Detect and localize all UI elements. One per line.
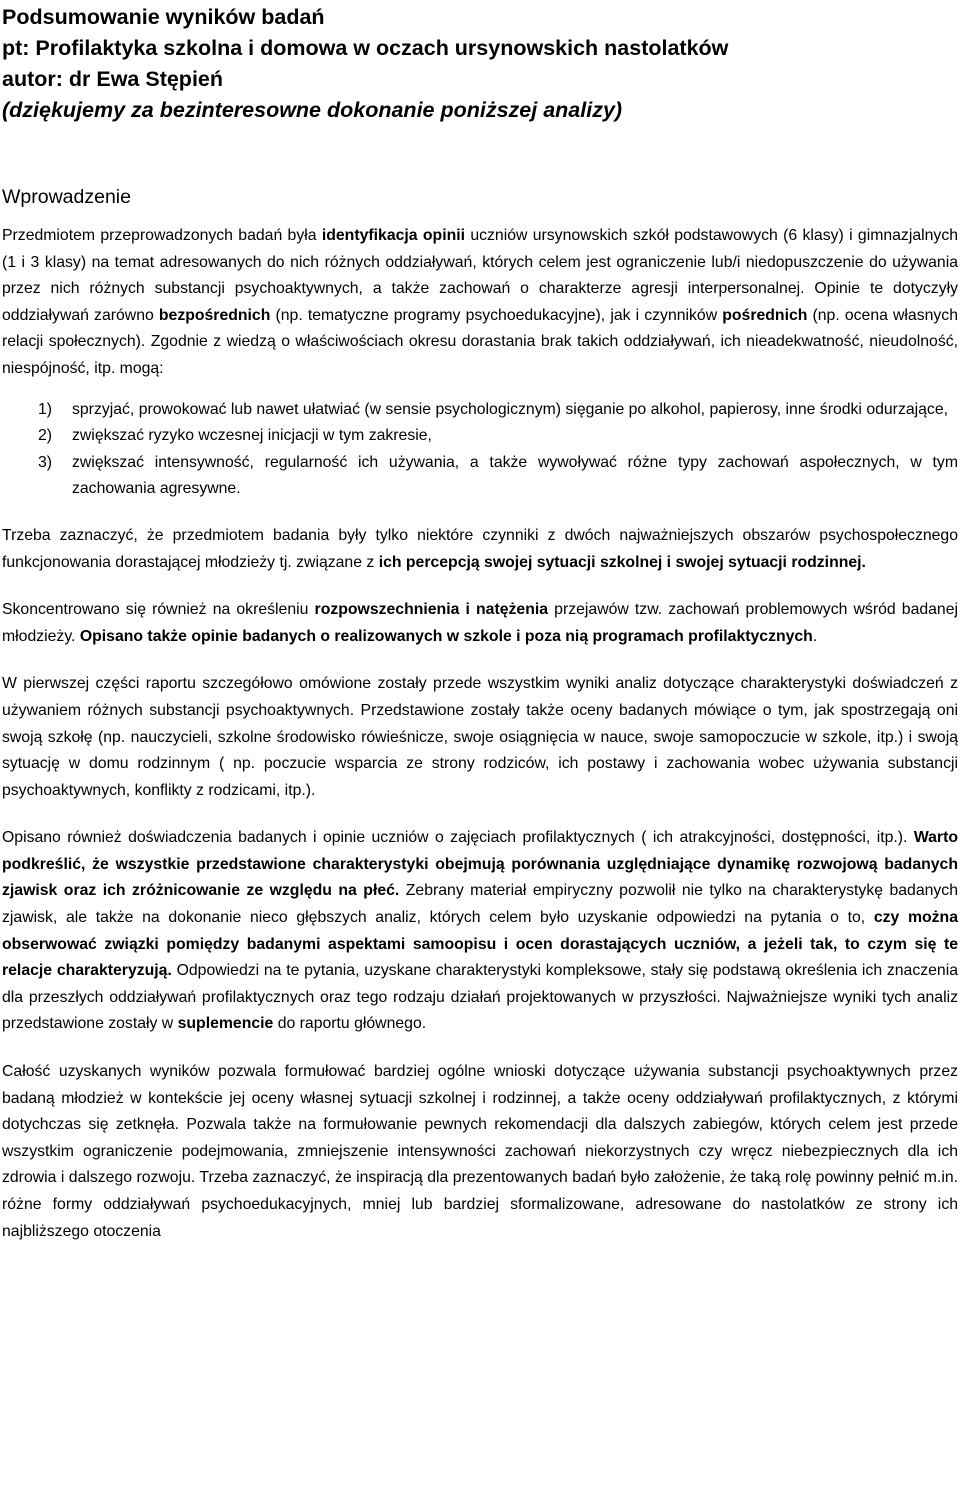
- paragraph-1: Przedmiotem przeprowadzonych badań była identyfikacja opinii uczniów ursynowskich szkół podstawowych (6 klasy) i gimnazjalnych (1 i 3 klasy) na temat adresowanych do nich różnych oddziaływań, których celem jest ograniczenie lub/i niedopuszczenie do używania przez nich różnych substancji psychoaktywnych, a także zachowań o charakterze agresji interpersonalnej. Opinie te dotyczyły oddziaływań zarówno bezpośrednich (np. tematyczne programy psychoedukacyjne), jak i czynników pośrednich (np. ocena własnych relacji społecznych). Zgodnie z wiedzą o właściwościach okresu dorastania brak takich oddziaływań, ich nieadekwatność, nieudolność, niespójność, itp. mogą:: [2, 227, 959, 377]
- list-item-text: zwiększać intensywność, regularność ich używania, a także wywoływać różne typy zachowań aspołecznych, w tym zachowania agresywne.: [72, 453, 958, 498]
- bold-phrase: czy można obserwować związki pomiędzy badanymi aspektami samoopisu i ocen dorastających uczniów, a jeżeli tak, to czym się te relacje charakteryzują.: [2, 909, 958, 980]
- paragraph-3: Skoncentrowano się również na określeniu rozpowszechnienia i natężenia przejawów tzw. zachowań problemowych wśród badanej młodzieży. Opisano także opinie badanych o realizowanych w szkole i poza nią programach profilaktycznych.: [2, 601, 958, 645]
- document-title: Podsumowanie wyników badań: [2, 5, 325, 29]
- list-item-text: zwiększać ryzyko wczesnej inicjacji w tym zakresie,: [72, 427, 432, 445]
- bold-phrase: bezpośrednich: [158, 306, 271, 324]
- list-item: [2, 450, 958, 503]
- paragraph-6: Całość uzyskanych wyników pozwala formułować bardziej ogólne wnioski dotyczące używania substancji psychoaktywnych przez badaną młodzież w kontekście jej oceny własnej sytuacji szkolnej i rodzinnej, a także oceny oddziaływań profilaktycznych, z którymi dotychczas się zetknęła. Pozwala także na formułowanie pewnych rekomendacji dla dalszych zabiegów, których celem jest przede wszystkim ograniczenie podejmowania, zmniejszenie intensywności zachowań niekorzystnych czy wręcz niebezpiecznych dla ich zdrowia i dalszego rozwoju. Trzeba zaznaczyć, że inspiracją dla prezentowanych badań było założenie, że taką rolę powinny pełnić m.in. różne formy oddziaływań psychoedukacyjnych, mniej lub bardziej sformalizowane, adresowane do nastolatków ze strony ich najbliższego otoczenia: [2, 1063, 958, 1240]
- list-item-number: 2): [38, 427, 53, 445]
- list-item-text: sprzyjać, prowokować lub nawet ułatwiać (w sensie psychologicznym) sięganie po alkohol, papierosy, inne środki odurzające,: [72, 400, 948, 418]
- section-heading-introduction: Wprowadzenie: [2, 186, 131, 208]
- bold-phrase: suplemencie: [177, 1015, 274, 1033]
- document-body: [0, 223, 960, 1245]
- paragraph-2: Trzeba zaznaczyć, że przedmiotem badania były tylko niektóre czynniki z dwóch najważniejszych obszarów psychospołecznego funkcjonowania dorastającej młodzieży tj. związane z ich percepcją swojej sytuacji szkolnej i swojej sytuacji rodzinnej.: [2, 526, 958, 571]
- document-author: autor: dr Ewa Stępień: [2, 67, 224, 91]
- list-item: [2, 397, 958, 424]
- list-item-number: 3): [38, 453, 53, 471]
- document-header: [0, 0, 960, 126]
- document-thanks: (dziękujemy za bezinteresowne dokonanie poniższej analizy): [2, 98, 623, 122]
- bold-phrase: rozpowszechnienia i natężenia: [314, 601, 549, 619]
- bold-phrase: ich percepcją swojej sytuacji szkolnej i swojej sytuacji rodzinnej.: [378, 553, 866, 571]
- bold-phrase: identyfikacja: [321, 227, 418, 244]
- paragraph-4: W pierwszej części raportu szczegółowo omówione zostały przede wszystkim wyniki analiz dotyczące charakterystyki doświadczeń z używaniem różnych substancji psychoaktywnych. Przedstawione zostały także oceny badanych mówiące o tym, jak spostrzegają oni swoją szkołę (np. nauczycieli, szkolne środowisko rówieśnicze, swoje osiągnięcia w nauce, swoje samopoczucie w szkole, itp.) i swoją sytuację w domu rodzinnym ( np. poczucie wsparcia ze strony rodziców, ich postawy i zachowania wobec używania substancji psychoaktywnych, konflikty z rodzicami, itp.).: [2, 675, 958, 799]
- paragraph-5: Opisano również doświadczenia badanych i opinie uczniów o zajęciach profilaktycznych ( ich atrakcyjności, dostępności, itp.). Warto podkreślić, że wszystkie przedstawione charakterystyki obejmują porównania uzględniające dynamikę rozwojową badanych zjawisk oraz ich zróżnicowanie ze względu na płeć. Zebrany materiał empiryczny pozwolił nie tylko na charakterystykę badanych zjawisk, ale także na dokonanie nieco głębszych analiz, których celem było uzyskanie odpowiedzi na pytania o to, czy można obserwować związki pomiędzy badanymi aspektami samoopisu i ocen dorastających uczniów, a jeżeli tak, to czym się te relacje charakteryzują. Odpowiedzi na te pytania, uzyskane charakterystyki kompleksowe, stały się podstawą określenia ich znaczenia dla przeszłych oddziaływań profilaktycznych oraz tego rodzaju działań projektowanych w przyszłości. Najważniejsze wyniki tych analiz przedstawione zostały w suplemencie do raportu głównego.: [2, 829, 958, 1033]
- bold-phrase: Opisano także opinie badanych o realizowanych w szkole i poza nią programach profilaktycznych: [79, 627, 813, 645]
- bold-phrase: pośrednich: [722, 306, 808, 324]
- numbered-list: [2, 397, 958, 503]
- list-item: [2, 423, 958, 450]
- list-item-number: 1): [38, 400, 53, 418]
- bold-phrase: opinii: [422, 227, 466, 244]
- bold-phrase: Warto podkreślić, że wszystkie przedstawione charakterystyki obejmują porównania uzględniające dynamikę rozwojową badanych zjawisk oraz ich zróżnicowanie ze względu na płeć.: [2, 829, 958, 900]
- document-subtitle: pt: Profilaktyka szkolna i domowa w oczach ursynowskich nastolatków: [2, 36, 729, 60]
